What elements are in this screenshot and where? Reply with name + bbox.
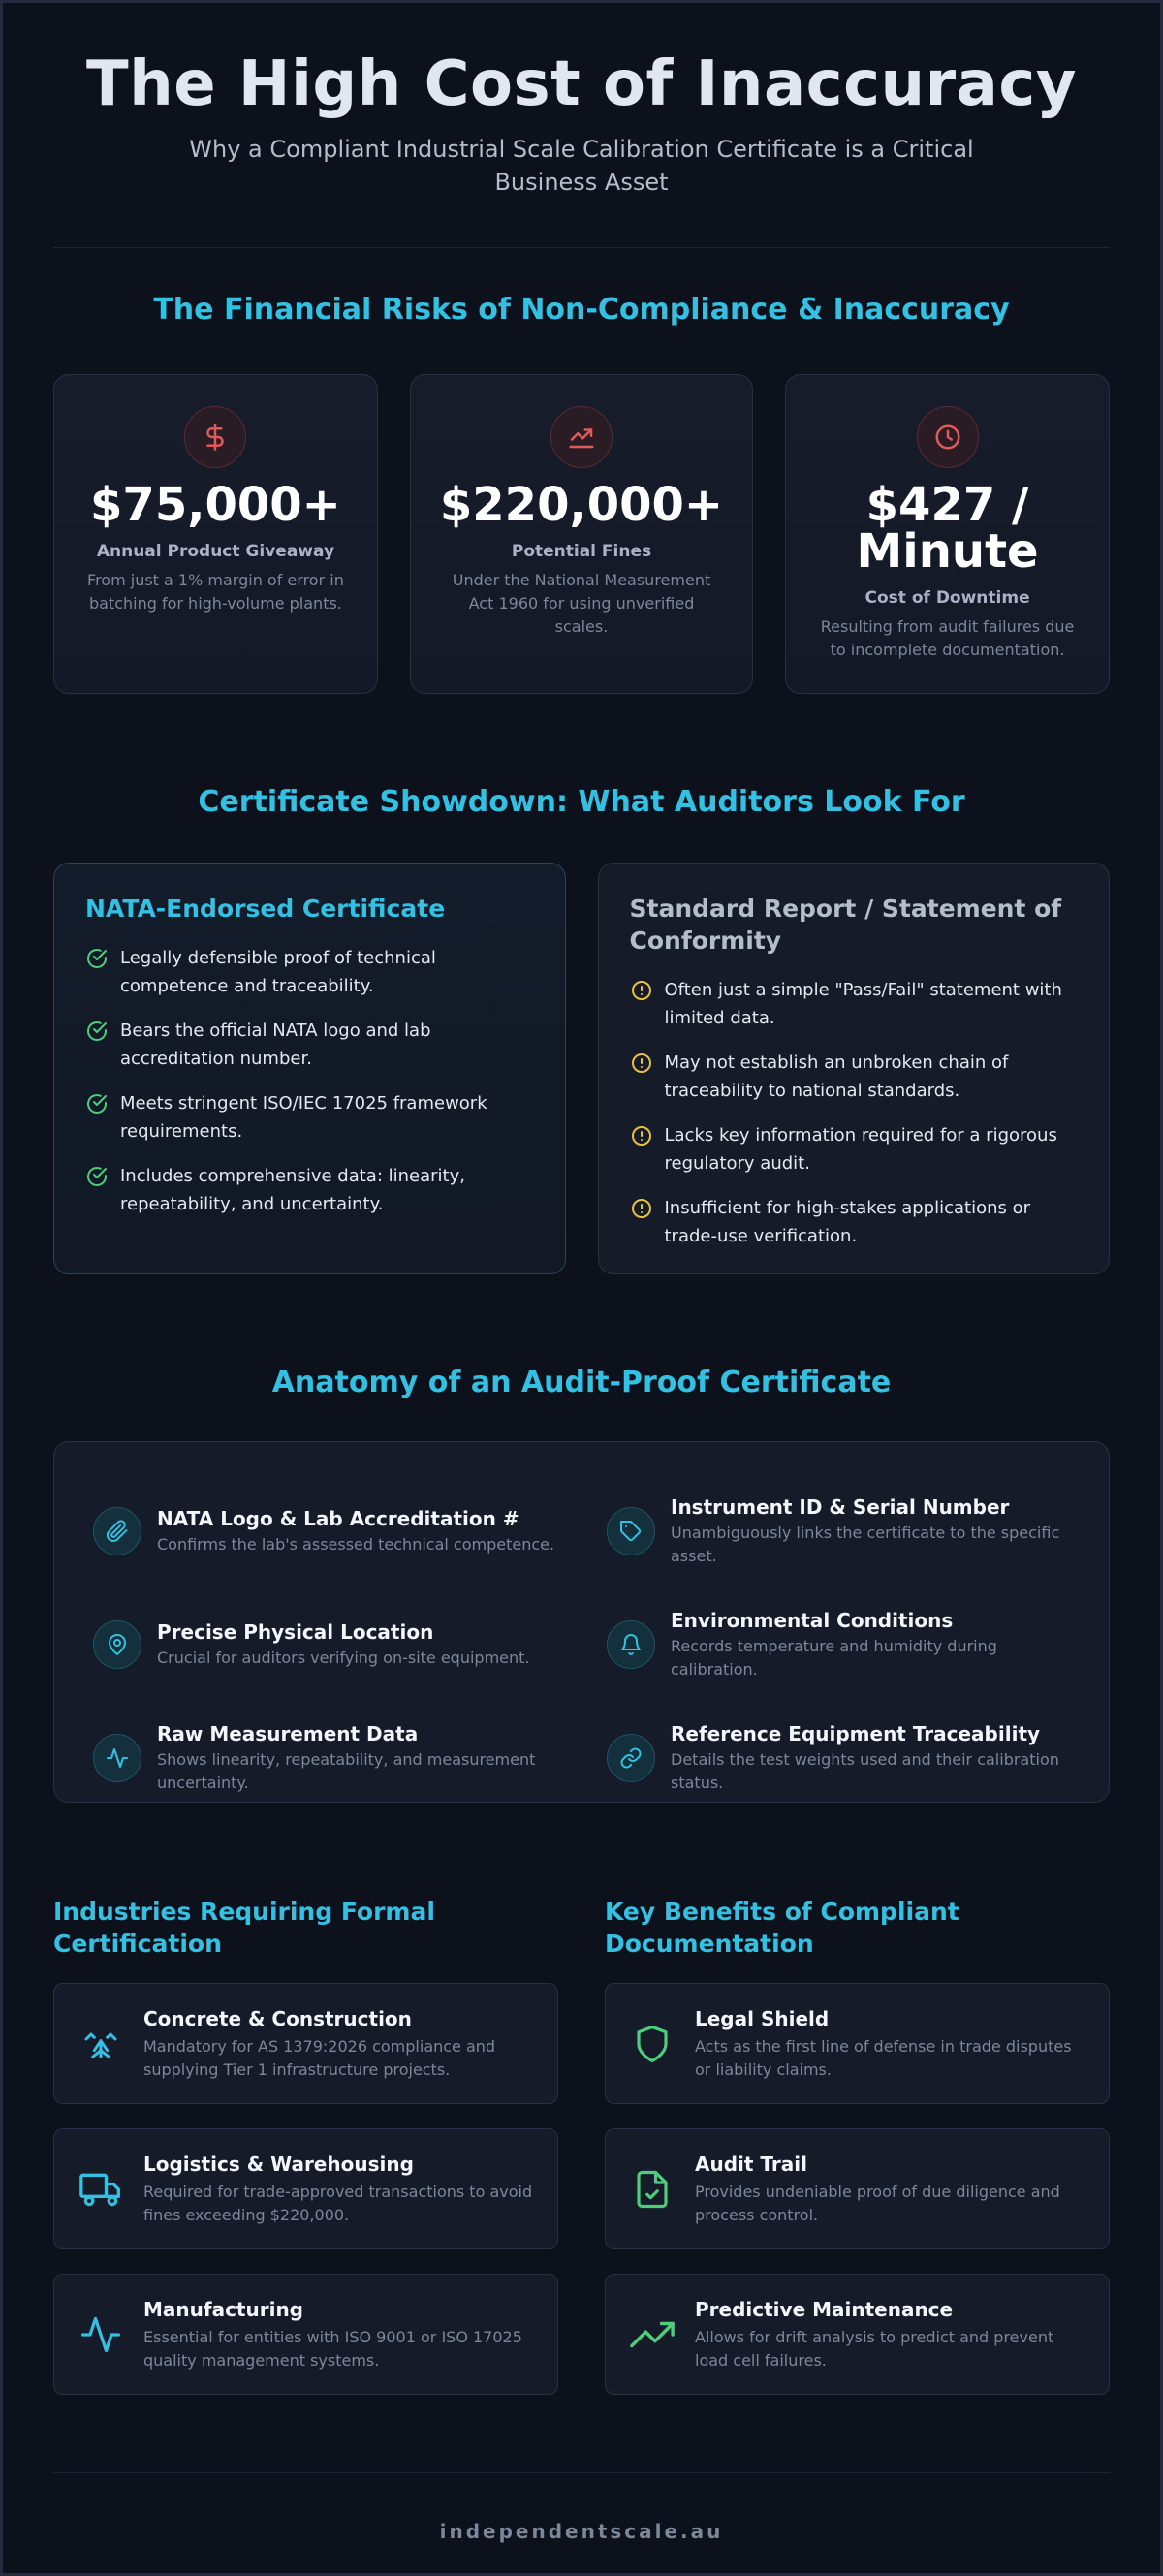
list-item [630, 1049, 1081, 1105]
chart-down-icon [550, 406, 613, 468]
industry-card [53, 1983, 558, 2104]
list-item [85, 944, 536, 1000]
tag-icon [607, 1507, 655, 1555]
shield-icon [629, 2021, 676, 2067]
footer-domain-link[interactable]: independentscale.au [439, 2520, 724, 2543]
check-circle-icon [85, 1020, 109, 1043]
list-item-text: Includes comprehensive data: linearity, repeatability, and uncertainty. [120, 1166, 465, 1214]
stat-label: Potential Fines [511, 542, 652, 561]
stat-value: $427 / Minute [856, 478, 1039, 579]
nata-card-title: NATA-Endorsed Certificate [85, 895, 446, 923]
industries-title: Industries Requiring Formal Certification [53, 1898, 435, 1958]
industry-title: Manufacturing [143, 2297, 303, 2321]
anatomy-item-title: Instrument ID & Serial Number [671, 1494, 1010, 1519]
construction-icon [78, 2021, 124, 2067]
anatomy-item-desc: Crucial for auditors verifying on-site equipment. [157, 1648, 530, 1667]
benefit-desc: Acts as the first line of defense in trade disputes or liability claims. [695, 2036, 1072, 2079]
check-circle-icon [85, 1165, 109, 1188]
anatomy-section [53, 1364, 1110, 1803]
anatomy-item-title: Raw Measurement Data [157, 1721, 419, 1745]
truck-icon [78, 2166, 124, 2213]
list-item-text: May not establish an unbroken chain of traceability to national standards. [664, 1052, 1009, 1101]
anatomy-item [93, 1600, 556, 1688]
divider [53, 247, 1110, 248]
industry-card [53, 2274, 558, 2395]
industries-column [53, 1896, 558, 2419]
check-circle-icon [85, 947, 109, 970]
anatomy-item [607, 1600, 1070, 1688]
list-item [630, 1194, 1081, 1250]
benefit-title: Legal Shield [695, 2006, 830, 2030]
paperclip-icon [93, 1507, 141, 1555]
industry-card [53, 2128, 558, 2249]
map-pin-icon [93, 1620, 141, 1669]
check-circle-icon [85, 1092, 109, 1115]
stat-description: Resulting from audit failures due to incomplete documentation. [820, 617, 1075, 659]
clock-icon [917, 406, 979, 468]
benefit-title: Audit Trail [695, 2152, 807, 2176]
benefit-desc: Allows for drift analysis to predict and prevent load cell failures. [695, 2327, 1054, 2370]
stat-card-giveaway [53, 374, 378, 694]
list-item [85, 1162, 536, 1218]
stat-value: $220,000+ [439, 478, 724, 532]
certificate-showdown-section [53, 783, 1110, 1274]
stat-label: Annual Product Giveaway [96, 542, 335, 561]
industry-desc: Essential for entities with ISO 9001 or ISO 17025 quality management systems. [143, 2327, 522, 2370]
standard-report-card [598, 863, 1111, 1274]
nata-feature-list [85, 944, 536, 1218]
alert-circle-icon [630, 1197, 653, 1220]
anatomy-item-desc: Unambiguously links the certificate to the specific asset. [671, 1523, 1060, 1565]
industry-title: Logistics & Warehousing [143, 2152, 414, 2176]
bell-icon [607, 1620, 655, 1669]
list-item [630, 1121, 1081, 1178]
stat-label: Cost of Downtime [864, 588, 1030, 608]
alert-circle-icon [630, 1124, 653, 1147]
benefit-card [605, 2128, 1110, 2249]
anatomy-item [93, 1487, 556, 1575]
financial-risks-section [53, 291, 1110, 694]
anatomy-item-desc: Details the test weights used and their calibration status. [671, 1749, 1059, 1792]
stat-card-fines [410, 374, 753, 694]
anatomy-item-desc: Records temperature and humidity during calibration. [671, 1636, 997, 1679]
link-icon [607, 1734, 655, 1782]
benefit-card [605, 1983, 1110, 2104]
standard-card-title: Standard Report / Statement of Conformity [629, 895, 1062, 955]
anatomy-title: Anatomy of an Audit-Proof Certificate [271, 1366, 892, 1399]
list-item [85, 1089, 536, 1146]
list-item-text: Meets stringent ISO/IEC 17025 framework requirements. [120, 1093, 487, 1142]
benefit-card [605, 2274, 1110, 2395]
page-subtitle: Why a Compliant Industrial Scale Calibration Certificate is a Critical Business Asset [189, 136, 974, 196]
stat-description: From just a 1% margin of error in batching for high-volume plants. [87, 571, 344, 613]
trending-up-icon [629, 2311, 676, 2358]
industry-desc: Required for trade-approved transactions to avoid fines exceeding $220,000. [143, 2182, 533, 2224]
stat-description: Under the National Measurement Act 1960 for using unverified scales. [452, 571, 711, 636]
stat-value: $75,000+ [90, 478, 341, 532]
anatomy-item [93, 1713, 556, 1802]
activity-icon [93, 1734, 141, 1782]
pulse-icon [78, 2311, 124, 2358]
list-item [630, 976, 1081, 1032]
list-item-text: Insufficient for high-stakes applications or trade-use verification. [664, 1198, 1030, 1246]
alert-circle-icon [630, 979, 653, 1002]
nata-certificate-card [53, 863, 566, 1274]
file-check-icon [629, 2166, 676, 2213]
anatomy-item-desc: Shows linearity, repeatability, and measurement uncertainty. [157, 1749, 536, 1792]
benefits-title: Key Benefits of Compliant Documentation [605, 1898, 959, 1958]
anatomy-panel [53, 1441, 1110, 1803]
industries-benefits-section [53, 1896, 1110, 2419]
stat-card-downtime [785, 374, 1110, 694]
benefit-title: Predictive Maintenance [695, 2297, 954, 2321]
list-item-text: Bears the official NATA logo and lab accreditation number. [120, 1021, 431, 1069]
list-item-text: Legally defensible proof of technical competence and traceability. [120, 948, 436, 996]
anatomy-item-title: Reference Equipment Traceability [671, 1721, 1041, 1745]
standard-feature-list [630, 976, 1081, 1250]
benefit-desc: Provides undeniable proof of due diligence and process control. [695, 2182, 1060, 2224]
anatomy-item [607, 1713, 1070, 1802]
dollar-icon [184, 406, 246, 468]
industry-desc: Mandatory for AS 1379:2026 compliance and supplying Tier 1 infrastructure projects. [143, 2036, 496, 2079]
page-title: The High Cost of Inaccuracy [86, 48, 1077, 120]
footer [53, 2473, 1110, 2543]
benefits-column [605, 1896, 1110, 2419]
financial-risks-title: The Financial Risks of Non-Compliance & Inaccuracy [153, 293, 1010, 327]
anatomy-item-title: Precise Physical Location [157, 1619, 434, 1644]
anatomy-item [607, 1487, 1070, 1575]
list-item-text: Often just a simple "Pass/Fail" statement with limited data. [664, 980, 1062, 1028]
showdown-title: Certificate Showdown: What Auditors Look For [198, 785, 965, 819]
list-item-text: Lacks key information required for a rigorous regulatory audit. [664, 1125, 1057, 1174]
hero [53, 3, 1110, 199]
list-item [85, 1017, 536, 1073]
anatomy-item-title: NATA Logo & Lab Accreditation # [157, 1506, 519, 1530]
anatomy-item-title: Environmental Conditions [671, 1608, 954, 1632]
alert-circle-icon [630, 1052, 653, 1075]
industry-title: Concrete & Construction [143, 2006, 412, 2030]
anatomy-item-desc: Confirms the lab's assessed technical competence. [157, 1534, 555, 1554]
